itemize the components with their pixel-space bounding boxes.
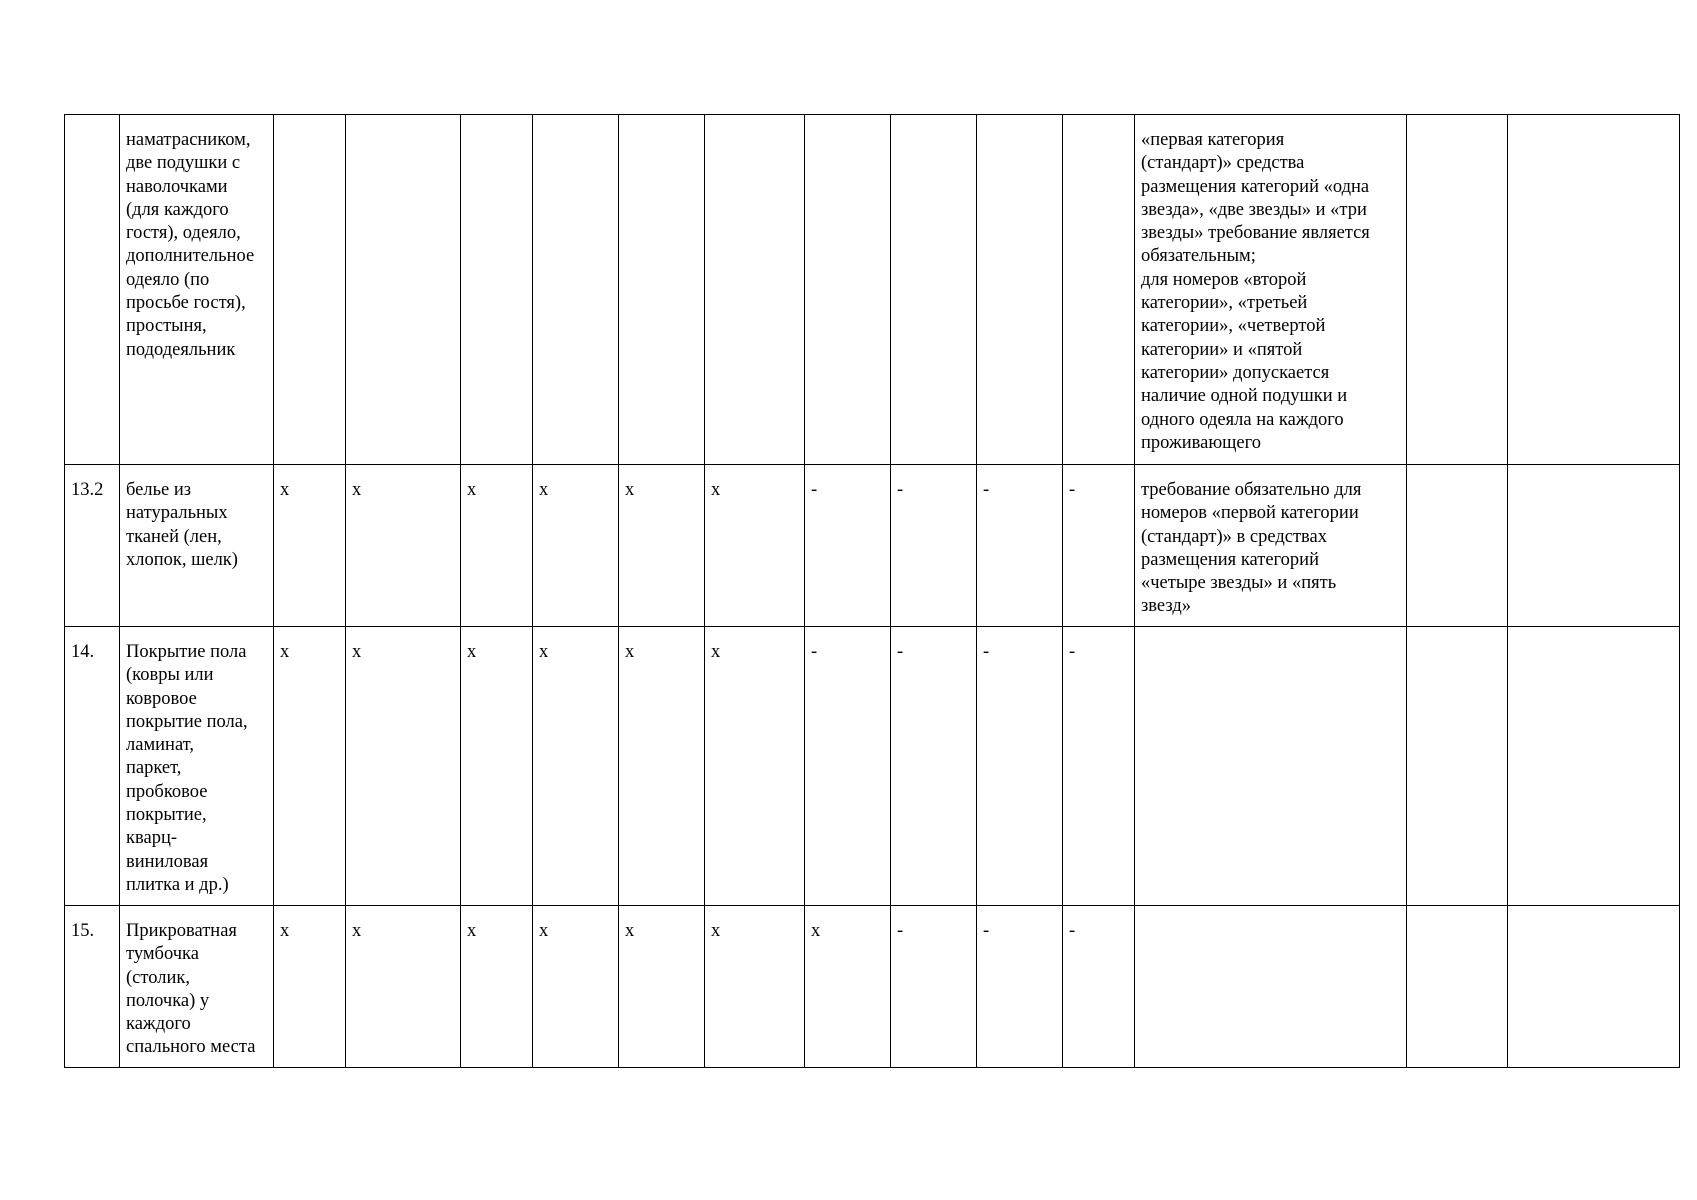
row-note (1135, 906, 1407, 1068)
mark-cell: x (274, 906, 346, 1068)
mark-cell (805, 115, 891, 465)
mark-cell: - (1063, 465, 1135, 627)
mark-cell (891, 115, 977, 465)
mark-cell: x (461, 465, 533, 627)
requirements-table (64, 114, 1680, 1068)
row-name: Прикроватная тумбочка (столик, полочка) у каждого спального места (120, 906, 274, 1068)
mark-cell: x (619, 465, 705, 627)
mark-cell: x (805, 906, 891, 1068)
mark-cell: x (705, 627, 805, 906)
mark-cell: - (977, 465, 1063, 627)
table-row (65, 627, 1680, 906)
mark-cell (533, 115, 619, 465)
mark-cell: - (1063, 627, 1135, 906)
mark-cell (346, 115, 461, 465)
mark-cell (1063, 115, 1135, 465)
extra-cell (1508, 906, 1680, 1068)
mark-cell: x (619, 627, 705, 906)
extra-cell (1407, 627, 1508, 906)
mark-cell: x (705, 906, 805, 1068)
extra-cell (1407, 465, 1508, 627)
mark-cell: - (805, 627, 891, 906)
extra-cell (1508, 627, 1680, 906)
mark-cell: x (461, 906, 533, 1068)
mark-cell: x (705, 465, 805, 627)
mark-cell: - (977, 627, 1063, 906)
table-row (65, 465, 1680, 627)
mark-cell (977, 115, 1063, 465)
mark-cell: x (533, 627, 619, 906)
mark-cell: - (805, 465, 891, 627)
row-number: 14. (65, 627, 120, 906)
row-note: требование обязательно для номеров «первой категории (стандарт)» в средствах размещения категорий «четыре звезды» и «пять звезд» (1135, 465, 1407, 627)
row-name: белье из натуральных тканей (лен, хлопок, шелк) (120, 465, 274, 627)
table-row (65, 115, 1680, 465)
extra-cell (1407, 906, 1508, 1068)
mark-cell: x (533, 465, 619, 627)
mark-cell: - (1063, 906, 1135, 1068)
mark-cell: - (891, 906, 977, 1068)
mark-cell: - (891, 465, 977, 627)
mark-cell: - (891, 627, 977, 906)
row-name: наматрасником, две подушки с наволочками (для каждого гостя), одеяло, дополнительное одеяло (по просьбе гостя), простыня, пододеяльник (120, 115, 274, 465)
mark-cell: x (274, 627, 346, 906)
extra-cell (1508, 465, 1680, 627)
mark-cell: x (619, 906, 705, 1068)
extra-cell (1407, 115, 1508, 465)
mark-cell: x (346, 627, 461, 906)
row-number: 15. (65, 906, 120, 1068)
row-name: Покрытие пола (ковры или ковровое покрытие пола, ламинат, паркет, пробковое покрытие, кварц- виниловая плитка и др.) (120, 627, 274, 906)
mark-cell: x (274, 465, 346, 627)
mark-cell (461, 115, 533, 465)
mark-cell (705, 115, 805, 465)
mark-cell: - (977, 906, 1063, 1068)
mark-cell: x (346, 906, 461, 1068)
row-number (65, 115, 120, 465)
extra-cell (1508, 115, 1680, 465)
mark-cell: x (346, 465, 461, 627)
row-number: 13.2 (65, 465, 120, 627)
mark-cell: x (461, 627, 533, 906)
row-note: «первая категория (стандарт)» средства размещения категорий «одна звезда», «две звезды» и «три звезды» требование является обязательным; для номеров «второй категории», «третьей категории», «четвертой категории» и «пятой категории» допускается наличие одной подушки и одного одеяла на каждого проживающего (1135, 115, 1407, 465)
mark-cell (619, 115, 705, 465)
mark-cell (274, 115, 346, 465)
table-row (65, 906, 1680, 1068)
mark-cell: x (533, 906, 619, 1068)
row-note (1135, 627, 1407, 906)
